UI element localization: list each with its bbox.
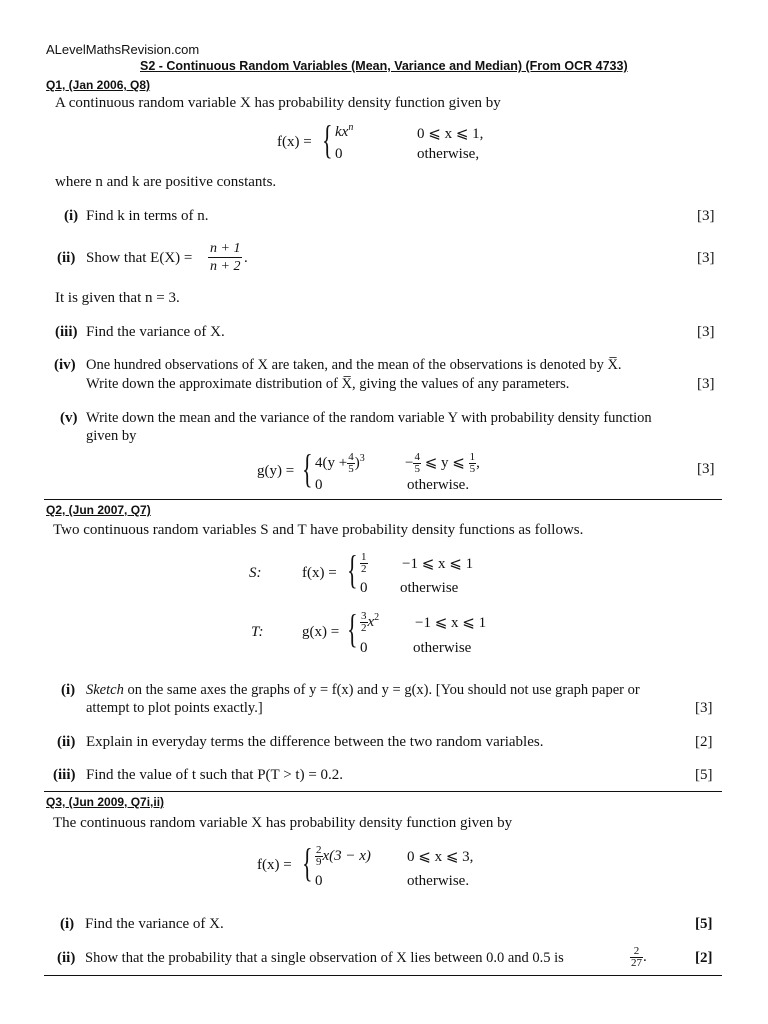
q2-t-brace: { [347,606,358,651]
q1-part-iv-line2: Write down the approximate distribution of X̅, giving the values of any parameters. [86,376,570,392]
q1-part-iv-marks: [3] [697,376,715,392]
q3-part-i-marks: [5] [695,916,713,932]
q2-t-case2: 0 [360,640,368,656]
q1-part-v-line2: given by [86,428,137,444]
q2-s-label: S: [249,565,262,581]
q3-part-ii-label: (ii) [57,950,76,966]
q1-gpdf-case2-range: otherwise. [407,477,470,493]
q1-gpdf-brace: { [302,446,313,491]
q3-part-ii-marks: [2] [695,950,713,966]
q2-part-i-line1: Sketch on the same axes the graphs of y = f(x) and y = g(x). [You should not use graph paper or [86,682,640,698]
q3-pdf-case1: $\frac{2}{9}$ x(3 − x) [316,844,371,868]
q1-part-iv-label: (iv) [54,357,76,373]
q1-heading: Q1, (Jan 2006, Q8) [46,78,151,92]
q1-part-iii-marks: [3] [697,324,715,340]
q1-part-v-line1: Write down the mean and the variance of the random variable Y with probability density function [86,410,652,426]
q1-part-i-label: (i) [64,208,79,224]
q2-part-iii-label: (iii) [53,767,76,783]
divider-bottom [44,975,722,976]
q1-part-v-label: (v) [60,410,78,426]
q1-pdf-case1-range: 0 ⩽ x ⩽ 1, [417,126,484,142]
q2-part-ii-label: (ii) [57,734,76,750]
q1-pdf-case2: 0 [335,146,343,162]
q1-part-ii-fraction: n + 1 n + 2 [210,241,241,274]
q3-heading: Q3, (Jun 2009, Q7i,ii) [46,795,165,809]
q3-pdf-case2: 0 [315,873,323,889]
q1-part-iv-line1: One hundred observations of X are taken, and the mean of the observations is denoted by X̅. [86,357,622,373]
q3-part-i-text: Find the variance of X. [85,916,224,932]
q3-pdf-case2-range: otherwise. [407,873,470,889]
q3-pdf-lhs: f(x) = [257,857,292,873]
q2-s-case1-range: −1 ⩽ x ⩽ 1 [402,556,474,572]
q1-part-ii-marks: [3] [697,250,715,266]
q2-part-ii-text: Explain in everyday terms the difference between the two random variables. [86,734,544,750]
q3-part-i-label: (i) [60,916,75,932]
q2-t-lhs: g(x) = [302,624,340,640]
q1-part-i-text: Find k in terms of n. [86,208,209,224]
q2-s-brace: { [347,547,358,592]
q2-t-case1: $\frac{3}{2}$ $x^2$ [361,610,380,634]
q2-part-ii-marks: [2] [695,734,713,750]
q2-part-i-line2: attempt to plot points exactly.] [86,700,263,716]
site-name: ALevelMathsRevision.com [46,42,200,57]
q1-part-v-marks: [3] [697,461,715,477]
q1-gpdf-lhs: g(y) = [257,463,295,479]
q2-s-case2-range: otherwise [400,580,459,596]
q2-part-iii-text: Find the value of t such that P(T > t) = 0.2. [86,767,344,783]
q1-gpdf-case1: 4(y + $\frac{4}{5}$ )$^3$ [315,451,365,475]
q1-intro: A continuous random variable X has probability density function given by [55,95,501,111]
q1-pdf-case1: $kx^n$ [335,122,354,140]
q3-part-ii-fraction: $\frac{2}{27}$ . [631,945,647,969]
q1-part-iii-label: (iii) [55,324,78,340]
q2-t-case2-range: otherwise [413,640,472,656]
q1-given: It is given that n = 3. [55,290,180,306]
divider-q2-q3 [44,791,722,792]
q2-t-label: T: [251,624,264,640]
divider-q1-q2 [44,499,722,500]
q1-gpdf-case1-range: − $\frac{4}{5}$ ⩽ y ⩽ $\frac{1}{5}$ , [405,451,480,475]
q1-part-iii-text: Find the variance of X. [86,324,225,340]
q2-part-i-label: (i) [61,682,76,698]
q1-part-ii-text: Show that E(X) = [86,250,193,266]
q2-t-case1-range: −1 ⩽ x ⩽ 1 [415,615,487,631]
q2-s-case1: $\frac{1}{2}$ [361,551,367,575]
q3-pdf-brace: { [302,840,313,885]
q1-part-ii-label: (ii) [57,250,76,266]
q1-pdf-case2-range: otherwise, [417,146,480,162]
q1-part-ii-period: . [244,250,248,266]
q3-pdf-case1-range: 0 ⩽ x ⩽ 3, [407,849,474,865]
q2-s-case2: 0 [360,580,368,596]
q1-pdf-brace: { [322,117,333,162]
document-title: S2 - Continuous Random Variables (Mean, Variance and Median) (From OCR 4733) [140,59,628,73]
q2-part-i-marks: [3] [695,700,713,716]
q2-heading: Q2, (Jun 2007, Q7) [46,503,151,517]
q2-part-iii-marks: [5] [695,767,713,783]
q1-where: where n and k are positive constants. [55,174,277,190]
q1-part-i-marks: [3] [697,208,715,224]
q1-pdf-lhs: f(x) = [277,134,312,150]
q2-s-lhs: f(x) = [302,565,337,581]
q3-part-ii-text: Show that the probability that a single observation of X lies between 0.0 and 0.5 is [85,950,564,966]
q2-intro: Two continuous random variables S and T have probability density functions as follows. [53,522,584,538]
q3-intro: The continuous random variable X has probability density function given by [53,815,513,831]
q1-gpdf-case2: 0 [315,477,323,493]
